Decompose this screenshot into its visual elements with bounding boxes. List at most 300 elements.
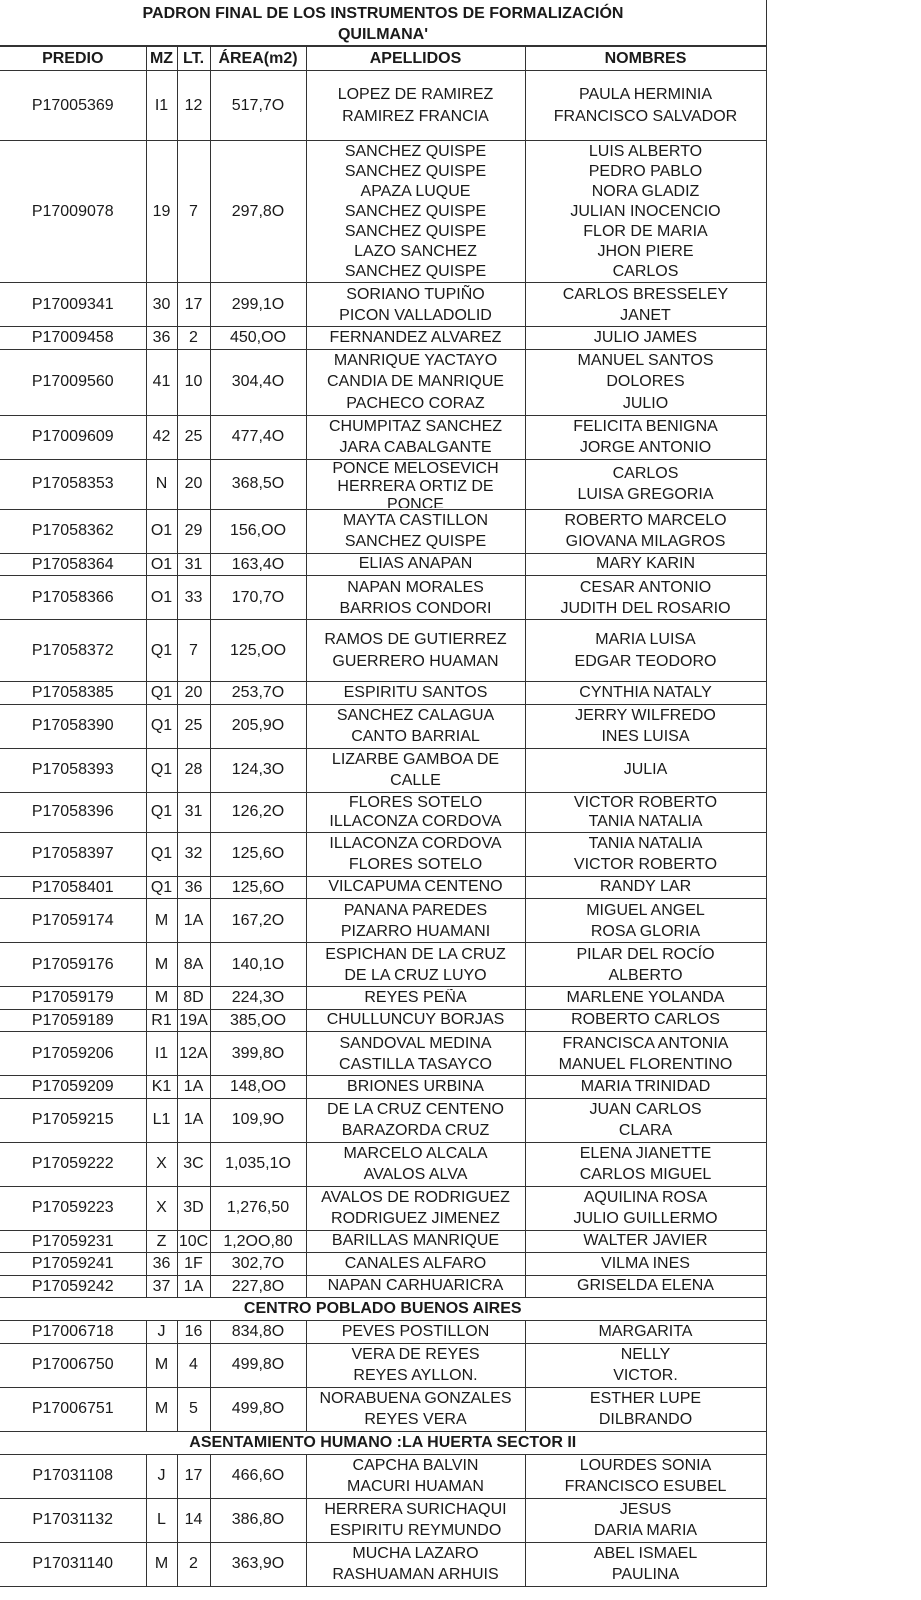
apellido-line: CASTILLA TASAYCO xyxy=(339,1055,492,1073)
predio-cell: P17058396 xyxy=(0,792,146,832)
apellido-line: HERRERA SURICHAQUI xyxy=(324,1501,507,1518)
apellido-line: BRIONES URBINA xyxy=(347,1077,484,1095)
apellido-line: DE LA CRUZ CENTENO xyxy=(327,1101,504,1118)
nombres-cell xyxy=(525,987,766,1010)
table-row xyxy=(0,1542,766,1586)
nombre-line: ROSA GLORIA xyxy=(590,922,701,940)
area-cell: 517,7O xyxy=(210,71,306,141)
table-row xyxy=(0,576,766,620)
apellido-line: NAPAN CARHUARICRA xyxy=(327,1277,504,1295)
predio-cell: P17058353 xyxy=(0,459,146,509)
nombre-line: PILAR DEL ROCÍO xyxy=(576,945,715,963)
table-row xyxy=(0,283,766,327)
nombres-cell xyxy=(525,349,766,415)
nombres-cell xyxy=(525,1186,766,1230)
nombre-line: DOLORES xyxy=(606,373,685,391)
lt-cell: 16 xyxy=(177,1321,210,1344)
mz-cell: 41 xyxy=(146,349,177,415)
area-cell: 170,7O xyxy=(210,576,306,620)
nombre-line: CLARA xyxy=(618,1122,673,1139)
area-cell: 253,7O xyxy=(210,682,306,705)
area-cell: 297,8O xyxy=(210,141,306,283)
area-cell: 385,OO xyxy=(210,1009,306,1032)
nombre-line: JUAN CARLOS xyxy=(589,1101,702,1118)
nombre-line: JHON PIERE xyxy=(597,242,694,260)
apellido-line: ILLACONZA CORDOVA xyxy=(329,813,502,830)
nombre-line: TANIA NATALIA xyxy=(588,835,703,852)
mz-cell: M xyxy=(146,943,177,987)
apellidos-cell xyxy=(306,1387,525,1431)
apellido-line: ILLACONZA CORDOVA xyxy=(329,835,502,852)
nombre-line: DARIA MARIA xyxy=(593,1522,698,1539)
apellido-line: VILCAPUMA CENTENO xyxy=(328,878,503,896)
nombre-line: TANIA NATALIA xyxy=(588,813,703,830)
lt-cell: 2 xyxy=(177,327,210,350)
table-row xyxy=(0,748,766,792)
table-row xyxy=(0,509,766,553)
table-row xyxy=(0,1142,766,1186)
lt-cell: 1A xyxy=(177,1098,210,1142)
apellido-line: AVALOS DE RODRIGUEZ xyxy=(321,1189,510,1206)
nombres-cell xyxy=(525,553,766,576)
area-cell: 124,3O xyxy=(210,748,306,792)
header-lt: LT. xyxy=(177,47,210,71)
nombre-line: FELICITA BENIGNA xyxy=(573,418,718,435)
nombres-cell xyxy=(525,1230,766,1253)
mz-cell: M xyxy=(146,899,177,943)
lt-cell: 31 xyxy=(177,792,210,832)
apellido-line: DE LA CRUZ LUYO xyxy=(344,966,487,984)
predio-cell: P17058372 xyxy=(0,620,146,682)
apellidos-cell xyxy=(306,1009,525,1032)
table-header-row xyxy=(0,47,766,71)
apellido-line: BARAZORDA CRUZ xyxy=(341,1122,490,1139)
nombre-line: JULIO xyxy=(622,394,669,412)
apellido-line: RODRIGUEZ JIMENEZ xyxy=(331,1210,500,1227)
area-cell: 1,2OO,80 xyxy=(210,1230,306,1253)
title-line-2: QUILMANA' xyxy=(337,26,428,43)
nombre-line: VICTOR ROBERTO xyxy=(573,794,718,811)
area-cell: 163,4O xyxy=(210,553,306,576)
apellido-line: SANCHEZ QUISPE xyxy=(344,142,487,160)
area-cell: 125,6O xyxy=(210,876,306,899)
apellidos-cell xyxy=(306,748,525,792)
apellidos-cell xyxy=(306,1230,525,1253)
nombre-line: ESTHER LUPE xyxy=(589,1390,702,1407)
apellido-line: HERRERA ORTIZ DE xyxy=(337,478,494,495)
apellidos-cell xyxy=(306,576,525,620)
apellidos-cell xyxy=(306,682,525,705)
lt-cell: 19A xyxy=(177,1009,210,1032)
apellido-line: SANCHEZ QUISPE xyxy=(344,262,487,280)
mz-cell: 30 xyxy=(146,283,177,327)
apellidos-cell xyxy=(306,1498,525,1542)
nombre-line: PAULINA xyxy=(611,1566,680,1583)
table-row xyxy=(0,1275,766,1298)
predio-cell: P17031140 xyxy=(0,1542,146,1586)
nombres-cell xyxy=(525,1275,766,1298)
apellidos-cell xyxy=(306,1098,525,1142)
predio-cell: P17009609 xyxy=(0,415,146,459)
nombre-line: JERRY WILFREDO xyxy=(575,707,716,724)
apellido-line: CANTO BARRIAL xyxy=(351,728,480,745)
predio-cell: P17058401 xyxy=(0,876,146,899)
apellido-line: CHUMPITAZ SANCHEZ xyxy=(328,418,503,435)
table-row xyxy=(0,832,766,876)
mz-cell: O1 xyxy=(146,576,177,620)
nombre-line: MARLENE YOLANDA xyxy=(566,988,725,1006)
header-mz: MZ xyxy=(146,47,177,71)
predio-cell: P17059174 xyxy=(0,899,146,943)
nombre-line: JUDITH DEL ROSARIO xyxy=(560,599,731,617)
predio-cell: P17058397 xyxy=(0,832,146,876)
predio-cell: P17009560 xyxy=(0,349,146,415)
table-row xyxy=(0,987,766,1010)
lt-cell: 2 xyxy=(177,1542,210,1586)
predio-cell: P17059215 xyxy=(0,1098,146,1142)
apellidos-cell xyxy=(306,620,525,682)
lt-cell: 28 xyxy=(177,748,210,792)
lt-cell: 1F xyxy=(177,1253,210,1276)
predio-cell: P17059242 xyxy=(0,1275,146,1298)
lt-cell: 10C xyxy=(177,1230,210,1253)
lt-cell: 8A xyxy=(177,943,210,987)
nombre-line: JULIAN INOCENCIO xyxy=(570,202,721,220)
predio-cell: P17005369 xyxy=(0,71,146,141)
nombres-cell xyxy=(525,1009,766,1032)
mz-cell: X xyxy=(146,1186,177,1230)
lt-cell: 20 xyxy=(177,682,210,705)
mz-cell: L xyxy=(146,1498,177,1542)
nombres-cell xyxy=(525,1498,766,1542)
apellidos-cell xyxy=(306,1186,525,1230)
apellido-line: MUCHA LAZARO xyxy=(352,1545,479,1562)
mz-cell: I1 xyxy=(146,1032,177,1076)
table-row xyxy=(0,71,766,141)
nombres-cell xyxy=(525,876,766,899)
apellido-line: CALLE xyxy=(390,772,441,789)
header-predio: PREDIO xyxy=(0,47,146,71)
nombre-line: JULIA xyxy=(623,761,668,779)
section-header-row xyxy=(0,1298,766,1321)
apellidos-cell xyxy=(306,987,525,1010)
nombres-cell xyxy=(525,832,766,876)
table-row xyxy=(0,704,766,748)
mz-cell: L1 xyxy=(146,1098,177,1142)
mz-cell: N xyxy=(146,459,177,509)
area-cell: 399,8O xyxy=(210,1032,306,1076)
nombre-line: AQUILINA ROSA xyxy=(583,1189,708,1206)
table-row xyxy=(0,1186,766,1230)
lt-cell: 17 xyxy=(177,283,210,327)
area-cell: 156,OO xyxy=(210,509,306,553)
apellido-line: REYES VERA xyxy=(364,1411,467,1428)
nombre-line: DILBRANDO xyxy=(598,1411,693,1428)
nombre-line: EDGAR TEODORO xyxy=(574,652,717,670)
nombres-cell xyxy=(525,71,766,141)
nombre-line: NELLY xyxy=(620,1346,671,1363)
nombres-cell xyxy=(525,1076,766,1099)
area-cell: 1,276,50 xyxy=(210,1186,306,1230)
apellidos-cell xyxy=(306,71,525,141)
area-cell: 499,8O xyxy=(210,1343,306,1387)
mz-cell: J xyxy=(146,1454,177,1498)
apellidos-cell xyxy=(306,876,525,899)
area-cell: 450,OO xyxy=(210,327,306,350)
header-area: ÁREA(m2) xyxy=(210,47,306,71)
mz-cell: O1 xyxy=(146,509,177,553)
apellidos-cell xyxy=(306,1275,525,1298)
mz-cell: J xyxy=(146,1321,177,1344)
nombres-cell xyxy=(525,509,766,553)
apellidos-cell xyxy=(306,327,525,350)
mz-cell: Q1 xyxy=(146,832,177,876)
table-row xyxy=(0,943,766,987)
nombre-line: ALBERTO xyxy=(608,966,683,984)
mz-cell: M xyxy=(146,1542,177,1586)
nombres-cell xyxy=(525,1142,766,1186)
apellido-line: SANCHEZ QUISPE xyxy=(344,202,487,220)
area-cell: 140,1O xyxy=(210,943,306,987)
predio-cell: P17059206 xyxy=(0,1032,146,1076)
area-cell: 368,5O xyxy=(210,459,306,509)
apellido-line: LAZO SANCHEZ xyxy=(354,242,477,260)
apellidos-cell xyxy=(306,1343,525,1387)
apellido-line: REYES PEÑA xyxy=(364,988,467,1006)
nombres-cell xyxy=(525,1343,766,1387)
area-cell: 304,4O xyxy=(210,349,306,415)
mz-cell: M xyxy=(146,987,177,1010)
area-cell: 386,8O xyxy=(210,1498,306,1542)
lt-cell: 25 xyxy=(177,704,210,748)
lt-cell: 7 xyxy=(177,620,210,682)
nombres-cell xyxy=(525,1387,766,1431)
nombres-cell xyxy=(525,704,766,748)
mz-cell: K1 xyxy=(146,1076,177,1099)
nombre-line: ABEL ISMAEL xyxy=(593,1545,698,1562)
mz-cell: Z xyxy=(146,1230,177,1253)
mz-cell: 42 xyxy=(146,415,177,459)
apellido-line: ESPICHAN DE LA CRUZ xyxy=(325,945,506,963)
nombre-line: CARLOS BRESSELEY xyxy=(562,285,729,303)
apellido-line: CANDIA DE MANRIQUE xyxy=(327,373,504,391)
lt-cell: 33 xyxy=(177,576,210,620)
nombre-line: MARIA LUISA xyxy=(595,631,696,648)
apellidos-cell xyxy=(306,792,525,832)
lt-cell: 12 xyxy=(177,71,210,141)
apellido-line: NORABUENA GONZALES xyxy=(319,1390,512,1407)
nombre-line: CARLOS xyxy=(612,262,679,280)
table-row xyxy=(0,349,766,415)
lt-cell: 32 xyxy=(177,832,210,876)
area-cell: 477,4O xyxy=(210,415,306,459)
apellido-line: FLORES SOTELO xyxy=(348,856,483,873)
mz-cell: Q1 xyxy=(146,792,177,832)
table-row xyxy=(0,1098,766,1142)
apellidos-cell xyxy=(306,1032,525,1076)
nombres-cell xyxy=(525,1454,766,1498)
nombres-cell xyxy=(525,620,766,682)
document-title xyxy=(0,0,766,46)
apellido-line: SANCHEZ QUISPE xyxy=(344,533,487,550)
nombres-cell xyxy=(525,1098,766,1142)
table-row xyxy=(0,792,766,832)
lt-cell: 4 xyxy=(177,1343,210,1387)
predio-cell: P17058385 xyxy=(0,682,146,705)
apellido-line: RASHUAMAN ARHUIS xyxy=(332,1566,499,1583)
lt-cell: 31 xyxy=(177,553,210,576)
table-row xyxy=(0,327,766,350)
apellidos-cell xyxy=(306,553,525,576)
table-row xyxy=(0,1253,766,1276)
table-row xyxy=(0,1230,766,1253)
apellido-line: GUERRERO HUAMAN xyxy=(332,652,499,670)
nombre-line: JANET xyxy=(620,306,671,324)
lt-cell: 3D xyxy=(177,1186,210,1230)
apellidos-cell xyxy=(306,1142,525,1186)
apellido-line: BARILLAS MANRIQUE xyxy=(331,1232,500,1250)
area-cell: 834,8O xyxy=(210,1321,306,1344)
lt-cell: 25 xyxy=(177,415,210,459)
apellidos-cell xyxy=(306,1076,525,1099)
table-row xyxy=(0,1387,766,1431)
apellido-line: MANRIQUE YACTAYO xyxy=(333,352,498,370)
predio-cell: P17058366 xyxy=(0,576,146,620)
apellido-line: ELIAS ANAPAN xyxy=(358,555,473,573)
area-cell: 205,9O xyxy=(210,704,306,748)
nombre-line: JULIO JAMES xyxy=(593,328,698,346)
apellidos-cell xyxy=(306,459,525,509)
area-cell: 148,OO xyxy=(210,1076,306,1099)
apellido-line: REYES AYLLON. xyxy=(353,1367,478,1384)
apellido-line: PANANA PAREDES xyxy=(343,901,488,919)
table-row xyxy=(0,1009,766,1032)
nombre-line: MIGUEL ANGEL xyxy=(586,901,705,919)
predio-cell: P17006718 xyxy=(0,1321,146,1344)
title-line-1: PADRON FINAL DE LOS INSTRUMENTOS DE FORMALIZACIÓN xyxy=(142,5,624,22)
table-row xyxy=(0,899,766,943)
nombre-line: FRANCISCA ANTONIA xyxy=(562,1034,729,1052)
apellido-line: PONCE MELOSEVICH xyxy=(332,460,499,477)
nombres-cell xyxy=(525,283,766,327)
apellidos-cell xyxy=(306,141,525,283)
apellido-line: ESPIRITU REYMUNDO xyxy=(329,1522,502,1539)
nombre-line: JULIO GUILLERMO xyxy=(573,1210,718,1227)
apellidos-cell xyxy=(306,943,525,987)
predio-cell: P17058390 xyxy=(0,704,146,748)
table-body xyxy=(0,71,766,1587)
lt-cell: 7 xyxy=(177,141,210,283)
mz-cell: 37 xyxy=(146,1275,177,1298)
predio-cell: P17059209 xyxy=(0,1076,146,1099)
apellido-line: ESPIRITU SANTOS xyxy=(343,683,488,701)
mz-cell: O1 xyxy=(146,553,177,576)
predio-cell: P17058362 xyxy=(0,509,146,553)
apellido-line: PIZARRO HUAMANI xyxy=(340,922,491,940)
nombre-line: GRISELDA ELENA xyxy=(577,1277,714,1295)
mz-cell: Q1 xyxy=(146,704,177,748)
nombre-line: WALTER JAVIER xyxy=(583,1232,708,1250)
mz-cell: X xyxy=(146,1142,177,1186)
nombres-cell xyxy=(525,899,766,943)
apellidos-cell xyxy=(306,283,525,327)
apellido-line: LIZARBE GAMBOA DE xyxy=(331,751,500,768)
nombre-line: VICTOR ROBERTO xyxy=(573,856,718,873)
apellido-line: CHULLUNCUY BORJAS xyxy=(326,1011,505,1029)
apellido-line: NAPAN MORALES xyxy=(347,578,484,596)
nombres-cell xyxy=(525,1542,766,1586)
nombre-line: CESAR ANTONIO xyxy=(579,578,712,596)
nombre-line: PEDRO PABLO xyxy=(588,162,703,180)
predio-cell: P17058364 xyxy=(0,553,146,576)
mz-cell: 36 xyxy=(146,327,177,350)
predio-cell: P17058393 xyxy=(0,748,146,792)
apellido-line: FERNANDEZ ALVAREZ xyxy=(329,328,502,346)
nombre-line: FRANCISCO ESUBEL xyxy=(564,1478,727,1495)
section-title: ASENTAMIENTO HUMANO :LA HUERTA SECTOR II xyxy=(0,1431,766,1454)
header-nombres: NOMBRES xyxy=(525,47,766,71)
table-row xyxy=(0,415,766,459)
nombre-line: ROBERTO CARLOS xyxy=(571,1011,720,1029)
area-cell: 224,3O xyxy=(210,987,306,1010)
apellido-line: PICON VALLADOLID xyxy=(339,306,492,324)
area-cell: 167,2O xyxy=(210,899,306,943)
nombres-cell xyxy=(525,682,766,705)
nombre-line: FLOR DE MARIA xyxy=(583,222,708,240)
nombre-line: GIOVANA MILAGROS xyxy=(565,533,726,550)
area-cell: 466,6O xyxy=(210,1454,306,1498)
table-row xyxy=(0,1498,766,1542)
predio-cell: P17059223 xyxy=(0,1186,146,1230)
apellido-line: CAPCHA BALVIN xyxy=(352,1457,479,1474)
area-cell: 126,2O xyxy=(210,792,306,832)
header-apellidos: APELLIDOS xyxy=(306,47,525,71)
table-row xyxy=(0,459,766,509)
apellido-line: MARCELO ALCALA xyxy=(343,1145,488,1162)
predio-cell: P17009341 xyxy=(0,283,146,327)
nombre-line: MARIA TRINIDAD xyxy=(580,1077,711,1095)
predio-cell: P17059241 xyxy=(0,1253,146,1276)
apellido-line: MACURI HUAMAN xyxy=(347,1478,484,1495)
section-title: CENTRO POBLADO BUENOS AIRES xyxy=(0,1298,766,1321)
lt-cell: 29 xyxy=(177,509,210,553)
apellidos-cell xyxy=(306,1542,525,1586)
nombres-cell xyxy=(525,1253,766,1276)
mz-cell: Q1 xyxy=(146,682,177,705)
nombre-line: LOURDES SONIA xyxy=(579,1457,712,1474)
lt-cell: 17 xyxy=(177,1454,210,1498)
area-cell: 299,1O xyxy=(210,283,306,327)
area-cell: 125,6O xyxy=(210,832,306,876)
table-row xyxy=(0,1454,766,1498)
nombre-line: VILMA INES xyxy=(601,1254,690,1272)
apellidos-cell xyxy=(306,415,525,459)
apellido-line: RAMIREZ FRANCIA xyxy=(342,107,489,125)
nombre-line: CARLOS xyxy=(612,464,679,482)
table-row xyxy=(0,620,766,682)
apellido-line: AVALOS ALVA xyxy=(363,1166,468,1183)
nombre-line: FRANCISCO SALVADOR xyxy=(553,107,738,125)
apellido-line: PONCE xyxy=(387,496,444,508)
apellido-line: FLORES SOTELO xyxy=(348,794,483,811)
table-row xyxy=(0,141,766,283)
table-row xyxy=(0,876,766,899)
mz-cell: 36 xyxy=(146,1253,177,1276)
mz-cell: Q1 xyxy=(146,620,177,682)
nombres-cell xyxy=(525,459,766,509)
lt-cell: 1A xyxy=(177,1275,210,1298)
area-cell: 302,7O xyxy=(210,1253,306,1276)
